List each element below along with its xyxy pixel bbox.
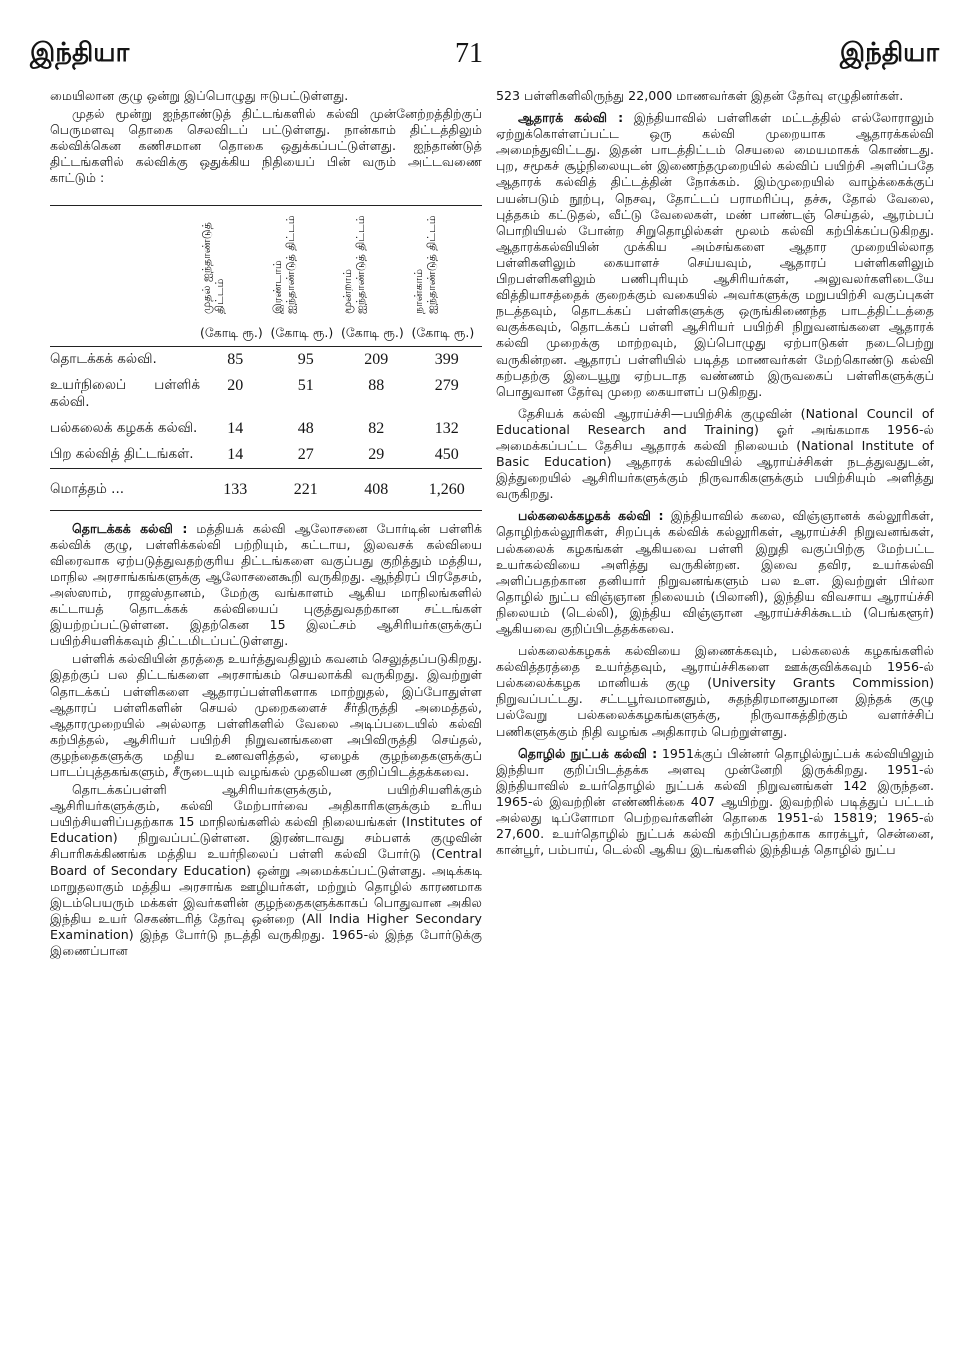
column-unit: (கோடி ரூ.) (200, 319, 271, 347)
table-row (50, 416, 482, 442)
table-cell: 51 (297, 376, 314, 394)
paragraph: 523 பள்ளிகளிலிருந்து 22,000 மாணவர்கள் இதன் தேர்வு எழுதினர்கள். (496, 88, 904, 103)
total-row (50, 468, 482, 510)
column-unit: (கோடி ரூ.) (341, 319, 412, 347)
table-corner (50, 205, 200, 319)
paragraph: பள்ளிக் கல்வியின் தரத்தை உயர்த்துவதிலும் கவனம் செலுத்தப்படுகிறது. இதற்குப் பல திட்டங்களை அரசாங்கம் செயலாக்கி வருகிறது. இவற்றுள் தொடக்கப் பள்ளிகளை ஆதாரப்பள்ளிகளாக மாற்றுதல், இப்போதுள்ள ஆதாரப் பள்ளிகளின் செயல் முறைகளைச் சீர்திருத்தி அமைத்தல், ஆதாரமுறையில் அல்லாத பள்ளிகளில் வேலை அடிப்படையில் கல்வி கற்பித்தல், ஆசிரியர் பயிற்சி நிறுவனங்களை அபிவிருத்தி செய்தல், குழந்தைகளுக்கு மதிய உணவளித்தல், ஏழைக் குழந்தைகளுக்குப் பாடப்புத்தகங்களும், சீருடையும் வழங்கல் முதலியன குறிப்பிடத்தக்கவை. (50, 651, 482, 779)
paragraph (496, 110, 934, 400)
table-row (50, 442, 482, 469)
table-row (50, 346, 482, 373)
running-head-right: இந்தியா (839, 38, 939, 68)
column-header: மூன்றாம் ஐந்தாண்டுத் திட்டம் (341, 205, 412, 319)
column-header: நான்காம் ஐந்தாண்டுத் திட்டம் (412, 205, 483, 319)
paragraph: பல்கலைக்கழகக் கல்வியை இணைக்கவும், பல்கலைக் கழகங்களில் கல்வித்தரத்தை உயர்த்தவும், ஆராய்ச்சிகளை ஊக்குவிக்கவும் 1956-ல் பல்கலைக்கழக மானியக் குழு (University Grants Commission) நிறுவப்பட்டது. சட்டபூர்வமானதும், சுதந்திரமானதுமான இந்தக் குழு பல்வேறு பல்கலைக்கழகங்களுக்கு, நிருவாகத்திற்கும் வளர்ச்சிப் பணிகளுக்கும் நிதி வழங்க அதிகாரம் பெற்றுள்ளது. (496, 643, 934, 739)
table-cell: 27 (297, 445, 314, 463)
paragraph: முதல் மூன்று ஐந்தாண்டுத் திட்டங்களில் கல்வி முன்னேற்றத்திற்குப் பெருமளவு தொகை செலவிடப் பட்டுள்ளது. நான்காம் திட்டத்திலும் கல்விக்கென கணிசமான தொகை ஒதுக்கப்பட்டுள்ளது. ஐந்தாண்டுத் திட்டங்களில் கல்விக்கு ஒதுக்கிய நிதியைப் பின் வரும் அட்டவணை காட்டும் : (50, 106, 482, 186)
row-label: பல்கலைக் கழகக் கல்வி. (50, 419, 198, 436)
column-header: முதல் ஐந்தாண்டுத் திட்டம் (200, 205, 271, 319)
table-cell: 95 (297, 350, 314, 368)
table-cell: 29 (368, 445, 385, 463)
table-cell: 88 (368, 376, 385, 394)
column-unit: (கோடி ரூ.) (271, 319, 342, 347)
total-cell: 221 (271, 468, 342, 510)
paragraph-text: 1951க்குப் பின்னர் தொழில்நுட்பக் கல்வியிலும் இந்தியா குறிப்பிடத்தக்க அளவு முன்னேறி இருக்கிறது. 1951-ல் இந்தியாவில் உயர்தொழில் நுட்பக் கல்வி நிறுவனங்கள் 142 இருந்தன. 1965-ல் இவற்றின் எண்ணிக்கை 407 ஆயிற்று. இவற்றில் படித்துப் பட்டம் அல்லது டிப்ளோமா பெற்றவர்களின் தொகை 1951-ல் 15819; 1965-ல் 27,600. உயர்தொழில் நுட்பக் கல்வி கற்பிப்பதற்காக காரக்பூர், சென்னை, கான்பூர், பம்பாய், டெல்லி ஆகிய இடங்களில் இந்தியத் தொழில் நுட்ப (496, 745, 934, 858)
right-column (496, 88, 934, 1358)
total-cell: 1,260 (412, 468, 483, 510)
table-cell: 209 (364, 350, 389, 368)
section-heading: பல்கலைக்கழகக் கல்வி : (518, 508, 664, 524)
paragraph: தேசியக் கல்வி ஆராய்ச்சி—பயிற்சிக் குழுவின் (National Council of Educational Research and Training) ஓர் அங்கமாக 1956-ல் அமைக்கப்பட்ட தேசிய ஆதாரக் கல்வி நிலையம் (National Institute of Basic Education) ஆதாரக் கல்வியில் ஆராய்ச்சிகள் நடத்துவதுடன், இத்துறையில் ஆசிரியர்களுக்கும் நிருவாகிகளுக்கும் பயிற்சியும் அளித்து வருகிறது. (496, 405, 934, 502)
section-heading: தொடக்கக் கல்வி : (72, 520, 188, 536)
paragraph: தொடக்கப்பள்ளி ஆசிரியர்களுக்கும், பயிற்சியளிக்கும் ஆசிரியர்களுக்கும், கல்வி மேற்பார்வை அதிகாரிகளுக்கும் உரிய பயிற்சியளிப்பதற்காக 15 மாநிலங்களில் கல்வி நிலையங்கள் (Institutes of Education) நிறுவப்பட்டுள்ளன. இரண்டாவது சம்பளக் குழுவின் சிபாரிசுக்கிணங்க மத்திய உயர்நிலைப் பள்ளி கல்வி போர்டு (Central Board of Secondary Education) ஒன்று அமைக்கப்பட்டுள்ளது. அடிக்கடி மாறுதலாகும் மத்திய அரசாங்க ஊழியர்கள், மற்றும் தொழில் காரணமாக இடம்பெயரும் மக்கள் இவர்களின் குழந்தைகளுக்காகப் பொதுவான அகில இந்திய உயர் செகண்டரித் தேர்வு ஒன்றை (All India Higher Secondary Examination) இந்த போர்டு நடத்தி வருகிறது. 1965-ல் இந்த போர்டுக்கு இணைப்பான (50, 782, 482, 958)
paragraph (496, 746, 934, 859)
table-cell: 14 (227, 445, 244, 463)
table-cell: 48 (297, 419, 314, 437)
table-cell: 20 (227, 376, 244, 394)
section-heading: ஆதாரக் கல்வி : (518, 110, 624, 126)
table-cell: 450 (434, 445, 459, 463)
paragraph-text: இந்தியாவில் கலை, விஞ்ஞானக் கல்லூரிகள், தொழிற்கல்லூரிகள், சிறப்புக் கல்விக் கல்லூரிகள், ஆராய்ச்சி நிறுவனங்கள், பல்கலைக் கழகங்கள் ஆகியவை பள்ளி இறுதி வகுப்பிற்கு மேற்பட்ட உயர்கல்வியை அளித்து வருகின்றன. இவை தவிர, உயர்கல்வி அளிப்பதற்கான தனியார் நிறுவனங்களும் பல உள. இவற்றுள் பிர்லா தொழில் நுட்ப விஞ்ஞான நிலையம் (பிலானி), இந்திய விவசாய ஆராய்ச்சி நிலையம் (டெல்லி), இந்திய விஞ்ஞான ஆராய்ச்சிக்கூடம் (பெங்களூர்) ஆகியவை குறிப்பிடத்தக்கவை. (496, 508, 934, 636)
column-header: இரண்டாம் ஐந்தாண்டுத் திட்டம் (271, 205, 342, 319)
table-cell: 14 (227, 419, 244, 437)
page-header (0, 0, 967, 78)
table-cell: 399 (434, 350, 459, 368)
column-unit: (கோடி ரூ.) (412, 319, 483, 347)
table-cell: 132 (434, 419, 459, 437)
total-cell: 408 (341, 468, 412, 510)
paragraph (496, 508, 934, 637)
paragraph (50, 521, 482, 650)
allocation-table (50, 205, 482, 511)
page-number: 71 (455, 38, 483, 69)
paragraph-text: இந்தியாவில் பள்ளிகள் மட்டத்தில் எல்லோராலும் ஏற்றுக்கொள்ளப்பட்ட ஒரு கல்வி முறையாக ஆதாரக்கல்வி அமைந்துவிட்டது. இதன் பாடத்திட்டம் செயலை மையமாகக் கொண்டது. புற, சமூகச் சூழ்நிலையுடன் இணைந்தமுறையில் கல்விப் பயிற்சி அளிப்பதே ஆதாரக் கல்வித் திட்டத்தின் நோக்கம். இம்முறையில் வாழ்க்கைக்குப் பயன்படும் நூற்பு, நெசவு, தோட்டப் பராமரிப்பு, தச்சு, தோல் வேலை, புத்தகம் கட்டுதல், வீட்டு வேலைகள், மண் பாண்டஞ் செய்தல், ஆரம்பப் பொறியியல் போன்ற சிறுதொழில்கள் மூலம் கல்வி கற்பிக்கப்படுகிறது. ஆதாரக்கல்வியின் முக்கிய அம்சங்களை ஆதார முறையில்லாத பள்ளிகளிலும் கையாளச் செய்யவும், ஆதாரப் பள்ளிகளிலும் பிறபள்ளிகளிலும் பணிபுரியும் ஆசிரியர்கள், அலுவலர்களிடையே வித்தியாசத்தைக் குறைக்கும் வகையில் அவர்களுக்கு மறுபயிற்சி வகுப்புகள் நடத்தவும், தொடக்கப் பள்ளிகளுக்கு ஒருங்கிணைந்த பாடத்திட்டத்தை வகுக்கவும், தொடக்கப் பள்ளி ஆசிரியர் பயிற்சி நிறுவனங்களை ஆதாரக் கல்வி முறைக்கு மாற்றவும், இப்பொழுது ஏற்பாடுகள் நடைபெற்று வருகின்றன. ஆதாரப் பள்ளியில் படித்த மாணவர்கள் மேற்கொண்டு கல்வி கற்பதற்கு இடையூறு ஏற்படாத வண்ணம் இருவகைப் பள்ளிகளுக்குப் பொதுவான தேர்வு முறை கையாளப் படுகிறது. (496, 110, 934, 399)
total-cell: 133 (200, 468, 271, 510)
total-label: மொத்தம் ... (50, 468, 200, 510)
running-head-left: இந்தியா (30, 38, 130, 68)
paragraph: மையிலான குழு ஒன்று இப்பொழுது ஈடுபட்டுள்ளது. (50, 88, 349, 103)
section-heading: தொழில் நுட்பக் கல்வி : (518, 745, 658, 761)
table-cell: 82 (368, 419, 385, 437)
table-cell: 85 (227, 350, 244, 368)
row-label: பிற கல்வித் திட்டங்கள். (50, 445, 194, 462)
paragraph-text: மத்தியக் கல்வி ஆலோசனை போர்டின் பள்ளிக் கல்விக் குழு, பள்ளிக்கல்வி பற்றியும், கட்டாய, இலவசக் கல்வியை விரைவாக ஏற்படுத்துவதற்குரிய திட்டங்களை வகுப்பது குறித்தும் மத்திய, மாநில அரசாங்கங்களுக்கு ஆலோசனைகூறி வருகிறது. ஆந்திரப் பிரதேசம், அஸ்ஸாம், ராஜஸ்தானம், மேற்கு வங்காளம் ஆகிய மாநிலங்களில் கட்டாயத் தொடக்கக் கல்வியைப் புகுத்துவதற்கான சட்டங்கள் இயற்றப்பட்டுள்ளன. இதற்கென 15 இலட்சம் ஆசிரியர்களுக்குப் பயிற்சியளிக்கவும் திட்டமிடப்பட்டுள்ளது. (50, 520, 482, 649)
row-label: தொடக்கக் கல்வி. (50, 350, 157, 367)
table-row (50, 373, 482, 416)
row-label: உயர்நிலைப் பள்ளிக் கல்வி. (50, 376, 200, 410)
table-cell: 279 (434, 376, 459, 394)
left-column (50, 88, 482, 1358)
